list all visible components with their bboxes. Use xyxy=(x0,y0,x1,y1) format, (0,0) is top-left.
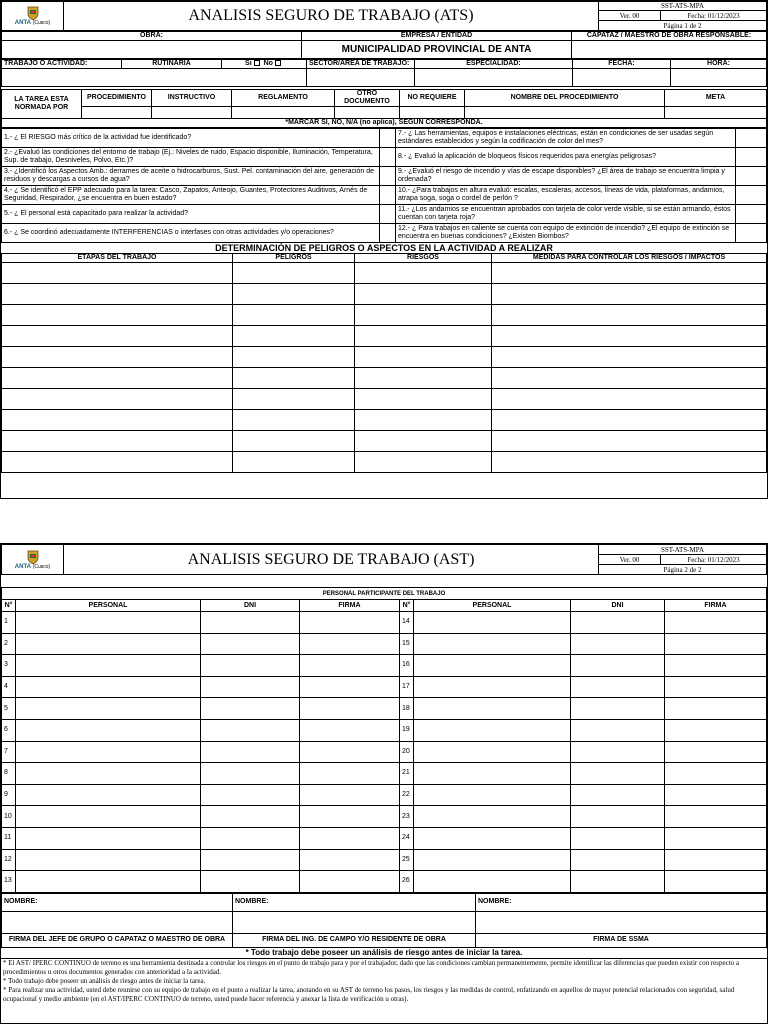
footnote-1: * El AST/ IPERC CONTINUO de terreno es una herramienta destinada a controlar los riesgos en el punto de trabajo para y por el trabajador, dado que las condiciones cambian permanentemente, permite identificar las diferencias que pueden existir con respecto a procedimientos u otros documentos generados con anterioridad a la actividad. xyxy=(3,958,740,976)
date: Fecha: 01/12/2023 xyxy=(661,11,767,21)
question-8: 8.- ¿ Evaluó la aplicación de bloqueos físicos requeridos para energías peligrosas? xyxy=(396,148,736,167)
especialidad-label: ESPECIALIDAD: xyxy=(415,60,573,69)
personal-name-cell[interactable] xyxy=(16,698,201,720)
firma-cell[interactable] xyxy=(665,849,767,871)
trabajo-label: TRABAJO O ACTIVIDAD: xyxy=(2,60,122,69)
especialidad-field[interactable] xyxy=(415,69,573,87)
col-n-left: N° xyxy=(2,600,16,612)
hazard-etapa-cell[interactable] xyxy=(2,284,233,305)
row-number: 6 xyxy=(2,719,16,741)
checklist-table xyxy=(1,128,767,243)
question-1: 1.- ¿ El RIESGO más crítico de la actividad fue identificado? xyxy=(2,129,380,148)
hazard-etapa-cell[interactable] xyxy=(2,431,233,452)
row-number: 16 xyxy=(400,655,414,677)
hazard-row xyxy=(2,410,767,431)
answer-1[interactable] xyxy=(380,129,396,148)
trabajo-field[interactable] xyxy=(2,69,307,87)
firma-cell[interactable] xyxy=(300,784,400,806)
personal-table xyxy=(1,587,767,893)
firma-cell[interactable] xyxy=(300,655,400,677)
answer-7[interactable] xyxy=(736,129,767,148)
question-3: 3.- ¿Identificó los Aspectos Amb.: derrames de aceite o hidrocarburos, Sust. Pel. contaminación del aire, generación de residuos y descargas a cursos de agua? xyxy=(2,167,380,186)
answer-3[interactable] xyxy=(380,167,396,186)
question-10: 10.- ¿Para trabajos en altura evaluó: escalas, escaleras, accesos, líneas de vida, plataformas, andamios, atrapa soga, soga o cordel de perlón ? xyxy=(396,186,736,205)
page-2 xyxy=(0,543,768,1024)
personal-name-cell[interactable] xyxy=(16,612,201,634)
row-number: 23 xyxy=(400,806,414,828)
dni-cell[interactable] xyxy=(571,655,665,677)
firma-cell[interactable] xyxy=(665,633,767,655)
dni-cell[interactable] xyxy=(571,719,665,741)
personal-row xyxy=(2,849,767,871)
hazard-etapa-cell[interactable] xyxy=(2,326,233,347)
personal-name-cell[interactable] xyxy=(16,806,201,828)
marcar-note: *MARCAR SI, NO, N/A (no aplica), SEGÚN CORRESPONDA. xyxy=(2,119,767,128)
question-12: 12.- ¿ Para trabajos en caliente se cuenta con equipo de extinción de incendio? ¿El equipo de extinción se encuentra en buenas condiciones? ¿Existen Biombos? xyxy=(396,224,736,243)
answer-10[interactable] xyxy=(736,186,767,205)
question-9: 9.- ¿Evaluó el riesgo de incendio y vías de escape disponibles? ¿El área de trabajo se encuentra limpia y ordenada? xyxy=(396,167,736,186)
hazard-riesgo-cell[interactable] xyxy=(355,368,492,389)
dni-cell[interactable] xyxy=(571,871,665,893)
personal-row xyxy=(2,655,767,677)
answer-2[interactable] xyxy=(380,148,396,167)
nombre-ing[interactable]: NOMBRE: xyxy=(233,893,476,911)
firma-cell[interactable] xyxy=(300,827,400,849)
hazard-riesgo-cell[interactable] xyxy=(355,347,492,368)
row-number: 22 xyxy=(400,784,414,806)
procedimiento-field[interactable] xyxy=(82,107,152,119)
norm-col-no-requiere: NO REQUIERE xyxy=(400,90,465,107)
logo xyxy=(2,545,64,575)
hazard-peligro-cell[interactable] xyxy=(233,305,355,326)
dni-cell[interactable] xyxy=(201,655,300,677)
hazard-row xyxy=(2,368,767,389)
col-dni-right: DNI xyxy=(571,600,665,612)
hazard-riesgo-cell[interactable] xyxy=(355,284,492,305)
version: Ver. 00 xyxy=(599,555,661,565)
personal-name-cell[interactable] xyxy=(414,612,571,634)
hazard-riesgo-cell[interactable] xyxy=(355,431,492,452)
row-number: 1 xyxy=(2,612,16,634)
hazard-medida-cell[interactable] xyxy=(492,410,767,431)
dni-cell[interactable] xyxy=(201,827,300,849)
page-number: Página 1 de 2 xyxy=(599,21,767,31)
hazard-riesgo-cell[interactable] xyxy=(355,263,492,284)
row-number: 19 xyxy=(400,719,414,741)
page-number: Página 2 de 2 xyxy=(599,565,767,575)
row-number: 24 xyxy=(400,827,414,849)
hazard-peligro-cell[interactable] xyxy=(233,263,355,284)
hazard-etapa-cell[interactable] xyxy=(2,368,233,389)
hazard-medida-cell[interactable] xyxy=(492,431,767,452)
activity-table xyxy=(1,59,767,87)
personal-name-cell[interactable] xyxy=(16,827,201,849)
dni-cell[interactable] xyxy=(571,784,665,806)
answer-5[interactable] xyxy=(380,205,396,224)
firma-ing-label: FIRMA DEL ING. DE CAMPO Y/O RESIDENTE DE OBRA xyxy=(233,933,476,947)
normada-label: LA TAREA ESTA NORMADA POR xyxy=(2,90,82,119)
personal-name-cell[interactable] xyxy=(414,827,571,849)
personal-row xyxy=(2,784,767,806)
document-title: ANALISIS SEGURO DE TRABAJO (ATS) xyxy=(64,2,599,31)
dni-cell[interactable] xyxy=(571,698,665,720)
answer-12[interactable] xyxy=(736,224,767,243)
personal-name-cell[interactable] xyxy=(16,763,201,785)
hazard-rows xyxy=(2,263,767,473)
row-number: 4 xyxy=(2,676,16,698)
personal-name-cell[interactable] xyxy=(414,698,571,720)
personal-row xyxy=(2,763,767,785)
dni-cell[interactable] xyxy=(571,612,665,634)
dni-cell[interactable] xyxy=(201,763,300,785)
row-number: 25 xyxy=(400,849,414,871)
personal-name-cell[interactable] xyxy=(16,871,201,893)
firma-cell[interactable] xyxy=(665,827,767,849)
personal-name-cell[interactable] xyxy=(16,741,201,763)
hazard-etapa-cell[interactable] xyxy=(2,305,233,326)
hazard-etapa-cell[interactable] xyxy=(2,263,233,284)
firma-cell[interactable] xyxy=(300,676,400,698)
firma-cell[interactable] xyxy=(665,719,767,741)
nombre-procedimiento-field[interactable] xyxy=(465,107,665,119)
firma-cell[interactable] xyxy=(300,741,400,763)
hazard-medida-cell[interactable] xyxy=(492,452,767,473)
signature-jefe-field[interactable] xyxy=(2,911,233,933)
question-4: 4.- ¿ Se identificó el EPP adecuado para la tarea: Casco, Zapatos, Anteojo, Guantes, Protectores Auditivos, Arnés de Seguridad, Respirador, ¿se encuentra en buen estado? xyxy=(2,186,380,205)
answer-11[interactable] xyxy=(736,205,767,224)
personal-name-cell[interactable] xyxy=(414,676,571,698)
row-number: 10 xyxy=(2,806,16,828)
hazard-row xyxy=(2,452,767,473)
personal-name-cell[interactable] xyxy=(16,655,201,677)
hazard-etapa-cell[interactable] xyxy=(2,410,233,431)
version: Ver. 00 xyxy=(599,11,661,21)
row-number: 13 xyxy=(2,871,16,893)
footnote-2: * Todo trabajo debe poseer un análisis de riesgo antes de iniciar la tarea. xyxy=(3,976,206,985)
row-number: 26 xyxy=(400,871,414,893)
coat-of-arms-icon xyxy=(26,6,40,20)
dni-cell[interactable] xyxy=(201,741,300,763)
firma-cell[interactable] xyxy=(665,806,767,828)
firma-cell[interactable] xyxy=(665,698,767,720)
hazard-medida-cell[interactable] xyxy=(492,263,767,284)
analysis-note: * Todo trabajo debe poseer un análisis de riesgo antes de iniciar la tarea. xyxy=(1,948,767,959)
hazard-row xyxy=(2,284,767,305)
personal-name-cell[interactable] xyxy=(414,784,571,806)
reglamento-field[interactable] xyxy=(232,107,335,119)
answer-9[interactable] xyxy=(736,167,767,186)
personal-name-cell[interactable] xyxy=(16,719,201,741)
firma-cell[interactable] xyxy=(300,763,400,785)
hazard-medida-cell[interactable] xyxy=(492,305,767,326)
firma-cell[interactable] xyxy=(665,676,767,698)
spacer xyxy=(1,575,767,587)
empresa-label: EMPRESA / ENTIDAD xyxy=(302,32,572,41)
hazard-riesgo-cell[interactable] xyxy=(355,389,492,410)
signature-table xyxy=(1,893,767,948)
row-number: 17 xyxy=(400,676,414,698)
hazard-peligro-cell[interactable] xyxy=(233,368,355,389)
row-number: 3 xyxy=(2,655,16,677)
dni-cell[interactable] xyxy=(201,784,300,806)
row-number: 2 xyxy=(2,633,16,655)
normada-table xyxy=(1,89,767,128)
dni-cell[interactable] xyxy=(571,849,665,871)
personal-row xyxy=(2,633,767,655)
col-n-right: N° xyxy=(400,600,414,612)
firma-cell[interactable] xyxy=(665,871,767,893)
instructivo-field[interactable] xyxy=(152,107,232,119)
personal-title: PERSONAL PARTICIPANTE DEL TRABAJO xyxy=(2,588,767,600)
hazard-section-title: DETERMINACIÓN DE PELIGROS O ASPECTOS EN LA ACTIVIDAD A REALIZAR xyxy=(215,243,553,253)
fecha-label: FECHA: xyxy=(573,60,671,69)
coat-of-arms-icon xyxy=(26,550,40,564)
dni-cell[interactable] xyxy=(201,676,300,698)
col-personal-right: PERSONAL xyxy=(414,600,571,612)
hazard-etapa-cell[interactable] xyxy=(2,452,233,473)
hazard-riesgo-cell[interactable] xyxy=(355,410,492,431)
hazard-riesgo-cell[interactable] xyxy=(355,326,492,347)
col-personal-left: PERSONAL xyxy=(16,600,201,612)
personal-name-cell[interactable] xyxy=(16,676,201,698)
dni-cell[interactable] xyxy=(201,612,300,634)
hazard-col-medidas: MEDIDAS PARA CONTROLAR LOS RIESGOS / IMPACTOS xyxy=(492,254,767,263)
hora-field[interactable] xyxy=(671,69,767,87)
personal-name-cell[interactable] xyxy=(414,741,571,763)
hazard-medida-cell[interactable] xyxy=(492,389,767,410)
nombre-jefe[interactable]: NOMBRE: xyxy=(2,893,233,911)
hazard-peligro-cell[interactable] xyxy=(233,389,355,410)
personal-name-cell[interactable] xyxy=(16,849,201,871)
hazard-row xyxy=(2,326,767,347)
firma-cell[interactable] xyxy=(300,698,400,720)
firma-cell[interactable] xyxy=(665,763,767,785)
hazard-riesgo-cell[interactable] xyxy=(355,305,492,326)
personal-name-cell[interactable] xyxy=(414,719,571,741)
norm-col-procedimiento: PROCEDIMIENTO xyxy=(82,90,152,107)
row-number: 5 xyxy=(2,698,16,720)
row-number: 11 xyxy=(2,827,16,849)
dni-cell[interactable] xyxy=(571,676,665,698)
hazard-col-riesgos: RIESGOS xyxy=(355,254,492,263)
empresa-value: MUNICIPALIDAD PROVINCIAL DE ANTA xyxy=(302,41,572,59)
no-checkbox[interactable] xyxy=(275,60,281,66)
sector-label: SECTOR/ÁREA DE TRABAJO: xyxy=(307,60,415,69)
personal-name-cell[interactable] xyxy=(414,655,571,677)
page-1 xyxy=(0,0,768,499)
norm-col-reglamento: REGLAMENTO xyxy=(232,90,335,107)
norm-col-nombre: NOMBRE DEL PROCEDIMIENTO xyxy=(465,90,665,107)
question-5: 5.- ¿ El personal está capacitado para realizar la actividad? xyxy=(2,205,380,224)
hora-label: HORA: xyxy=(671,60,767,69)
row-number: 8 xyxy=(2,763,16,785)
question-2: 2.- ¿Evaluó las condiciones del entorno de trabajo (Ej.: Niveles de ruido, Espacio disponible, Iluminación, Temperatura, Sup. de trabajo, Desniveles, Polvo, Etc.)? xyxy=(2,148,380,167)
hazard-medida-cell[interactable] xyxy=(492,326,767,347)
si-checkbox[interactable] xyxy=(254,60,260,66)
col-firma-right: FIRMA xyxy=(665,600,767,612)
firma-cell[interactable] xyxy=(300,849,400,871)
row-number: 20 xyxy=(400,741,414,763)
hazard-etapa-cell[interactable] xyxy=(2,347,233,368)
firma-cell[interactable] xyxy=(665,655,767,677)
hazard-row xyxy=(2,431,767,452)
hazard-row xyxy=(2,305,767,326)
row-number: 9 xyxy=(2,784,16,806)
personal-name-cell[interactable] xyxy=(414,633,571,655)
hazard-peligro-cell[interactable] xyxy=(233,326,355,347)
row-number: 7 xyxy=(2,741,16,763)
hazard-peligro-cell[interactable] xyxy=(233,284,355,305)
dni-cell[interactable] xyxy=(571,827,665,849)
firma-cell[interactable] xyxy=(300,719,400,741)
personal-rows xyxy=(2,612,767,893)
hazard-medida-cell[interactable] xyxy=(492,284,767,305)
no-requiere-field[interactable] xyxy=(400,107,465,119)
rutinaria-options: Si No xyxy=(222,60,307,69)
personal-name-cell[interactable] xyxy=(414,849,571,871)
hazard-riesgo-cell[interactable] xyxy=(355,452,492,473)
hazard-etapa-cell[interactable] xyxy=(2,389,233,410)
norm-col-otro: OTRO DOCUMENTO xyxy=(335,90,400,107)
dni-cell[interactable] xyxy=(201,849,300,871)
norm-col-instructivo: INSTRUCTIVO xyxy=(152,90,232,107)
signature-ing-field[interactable] xyxy=(233,911,476,933)
page-2-header xyxy=(1,544,767,575)
dni-cell[interactable] xyxy=(571,741,665,763)
personal-row xyxy=(2,719,767,741)
capataz-field[interactable] xyxy=(572,41,767,59)
question-7: 7.- ¿ Las herramientas, equipos e instalaciones eléctricas, están en condiciones de ser usadas según estándares establecidos y según la codificación de color del mes? xyxy=(396,129,736,148)
hazard-col-etapas: ETAPAS DEL TRABAJO xyxy=(2,254,233,263)
norm-col-meta: META xyxy=(665,90,767,107)
document-title: ANALISIS SEGURO DE TRABAJO (AST) xyxy=(64,545,599,575)
personal-row xyxy=(2,676,767,698)
obra-field[interactable] xyxy=(2,41,302,59)
capataz-label: CAPATAZ / MAESTRO DE OBRA RESPONSABLE: xyxy=(572,32,767,41)
hazard-row xyxy=(2,263,767,284)
hazard-row xyxy=(2,389,767,410)
logo xyxy=(2,2,64,31)
otro-field[interactable] xyxy=(335,107,400,119)
dni-cell[interactable] xyxy=(571,633,665,655)
personal-row xyxy=(2,741,767,763)
answer-4[interactable] xyxy=(380,186,396,205)
dni-cell[interactable] xyxy=(201,633,300,655)
dni-cell[interactable] xyxy=(201,871,300,893)
obra-label: OBRA: xyxy=(2,32,302,41)
signature-ssma-field[interactable] xyxy=(476,911,767,933)
personal-name-cell[interactable] xyxy=(414,871,571,893)
hazard-peligro-cell[interactable] xyxy=(233,347,355,368)
firma-cell[interactable] xyxy=(665,612,767,634)
firma-cell[interactable] xyxy=(665,784,767,806)
logo-text: ANTA (Cusco) xyxy=(14,563,51,570)
page-1-header xyxy=(1,1,767,31)
firma-jefe-label: FIRMA DEL JEFE DE GRUPO O CAPATAZ O MAESTRO DE OBRA xyxy=(2,933,233,947)
hazard-col-peligros: PELIGROS xyxy=(233,254,355,263)
firma-cell[interactable] xyxy=(300,612,400,634)
hazard-peligro-cell[interactable] xyxy=(233,431,355,452)
firma-cell[interactable] xyxy=(300,806,400,828)
personal-row xyxy=(2,871,767,893)
date: Fecha: 01/12/2023 xyxy=(661,555,767,565)
hazard-peligro-cell[interactable] xyxy=(233,452,355,473)
col-dni-left: DNI xyxy=(201,600,300,612)
personal-name-cell[interactable] xyxy=(414,806,571,828)
doc-code: SST-ATS-MPA xyxy=(599,2,767,11)
doc-code: SST-ATS-MPA xyxy=(599,545,767,555)
answer-8[interactable] xyxy=(736,148,767,167)
col-firma-left: FIRMA xyxy=(300,600,400,612)
dni-cell[interactable] xyxy=(201,806,300,828)
row-number: 14 xyxy=(400,612,414,634)
hazard-row xyxy=(2,347,767,368)
personal-row xyxy=(2,806,767,828)
dni-cell[interactable] xyxy=(201,719,300,741)
question-6: 6.- ¿ Se coordinó adecuadamente INTERFERENCIAS o interfases con otras actividades y/o operaciones? xyxy=(2,224,380,243)
personal-name-cell[interactable] xyxy=(16,784,201,806)
firma-cell[interactable] xyxy=(300,633,400,655)
logo-text: ANTA (Cusco) xyxy=(14,20,51,26)
row-number: 18 xyxy=(400,698,414,720)
row-number: 21 xyxy=(400,763,414,785)
dni-cell[interactable] xyxy=(571,763,665,785)
hazard-medida-cell[interactable] xyxy=(492,368,767,389)
row-number: 15 xyxy=(400,633,414,655)
personal-row xyxy=(2,698,767,720)
question-11: 11.- ¿Los andamios se encuentran aprobados con tarjeta de color verde visible, si se están armando, éstos cuentan con tarjeta roja? xyxy=(396,205,736,224)
firma-cell[interactable] xyxy=(300,871,400,893)
rutinaria-label: RUTINARIA xyxy=(122,60,222,69)
sector-field[interactable] xyxy=(307,69,415,87)
firma-ssma-label: FIRMA DE SSMA xyxy=(476,933,767,947)
work-info-table xyxy=(1,31,767,59)
row-number: 12 xyxy=(2,849,16,871)
firma-cell[interactable] xyxy=(665,741,767,763)
dni-cell[interactable] xyxy=(201,698,300,720)
meta-field[interactable] xyxy=(665,107,767,119)
personal-name-cell[interactable] xyxy=(16,633,201,655)
personal-name-cell[interactable] xyxy=(414,763,571,785)
dni-cell[interactable] xyxy=(571,806,665,828)
personal-row xyxy=(2,827,767,849)
nombre-ssma[interactable]: NOMBRE: xyxy=(476,893,767,911)
hazard-peligro-cell[interactable] xyxy=(233,410,355,431)
fecha-field[interactable] xyxy=(573,69,671,87)
personal-row xyxy=(2,612,767,634)
footnote-3: * Para realizar una actividad, usted debe reunirse con su equipo de trabajo en el punto a realizar la tarea, anotando en su AST de terreno los pasos, los riesgos y las medidas de control, enfatizando en aquellos de mayor potencial relacionados con seguridad, salud ocupacional y medio ambiente (en el AST/IPERC CONTINUO de terreno, usted puede hacer referencia y anexar la lista de verificación u otras). xyxy=(3,985,735,1003)
hazard-medida-cell[interactable] xyxy=(492,347,767,368)
hazard-table xyxy=(1,253,767,473)
answer-6[interactable] xyxy=(380,224,396,243)
